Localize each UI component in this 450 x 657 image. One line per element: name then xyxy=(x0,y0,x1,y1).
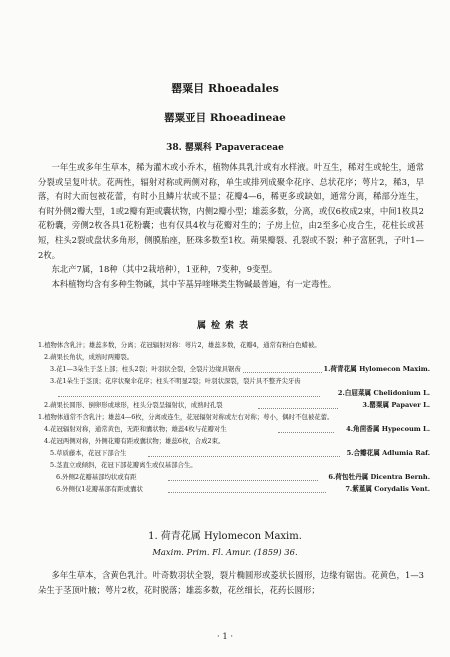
key-result-genus: 5.合瓣花属 Adlumia Raf. xyxy=(346,449,430,457)
key-result xyxy=(336,388,430,399)
key-result-genus: 3.罂粟属 Papaver L. xyxy=(362,401,430,409)
key-result-genus: 1.荷青花属 Hylomecon Maxim. xyxy=(323,365,430,373)
family-heading: 38. 罂粟科 Papaveraceae xyxy=(166,143,284,153)
key-row xyxy=(38,424,430,435)
key-row xyxy=(38,400,430,411)
key-row xyxy=(38,340,430,351)
key-result xyxy=(326,472,430,483)
key-lead-text: 3.花1—3朵生于茎上部；柱头2裂；叶羽状全裂，全裂片边缘具锯齿 xyxy=(50,365,241,373)
key-result-genus: 7.紫堇属 Corydalis Vent. xyxy=(345,485,430,493)
family-chemistry-paragraph: 本科植物均含有多种生物碱，其中苄基异喹啉类生物碱最普遍，有一定毒性。 xyxy=(51,278,337,289)
key-row xyxy=(38,364,430,375)
family-distribution-paragraph: 东北产7属，18种（其中2栽培种），1亚种，7变种，9变型。 xyxy=(51,264,278,275)
key-leader-dots xyxy=(258,397,338,409)
key-row xyxy=(38,448,430,459)
key-row xyxy=(38,484,430,495)
family-description xyxy=(38,160,424,291)
key-lead-text: 5.茎直立或倾斜，花冠下部花瓣离生或仅基部合生。 xyxy=(50,461,197,469)
key-lead-text: 6.外侧2花瓣基部均状或有距 xyxy=(56,473,137,481)
key-lead-text: 6.外侧仅1花瓣基部有距或囊状 xyxy=(56,485,143,493)
key-lead-text: 2.蒴果长角状，成熟时两瓣裂。 xyxy=(44,353,134,361)
key-lead-text: 4.花冠两侧对称，外侧花瓣有距或囊状物；雄蕊6枚，合成2束。 xyxy=(44,437,225,445)
genus-heading: 1. 荷青花属 Hylomecon Maxim. xyxy=(148,531,302,542)
key-row xyxy=(38,388,430,399)
genus-description xyxy=(38,568,424,597)
suborder-heading: 罂粟亚目 Rhoeadineae xyxy=(164,112,286,124)
key-row xyxy=(38,352,430,363)
key-result xyxy=(345,448,430,459)
genus-citation: Maxim. Prim. Fl. Amur. (1859) 36. xyxy=(152,547,298,557)
key-leader-dots xyxy=(168,481,326,493)
key-row xyxy=(38,376,430,387)
key-lead-text: 3.花1朵生于茎顶；花序状聚伞花序；柱头不明显2裂；叶羽状深裂，裂片具不整齐尖牙齿 xyxy=(50,377,301,385)
key-result-genus: 6.荷包牡丹属 Dicentra Bernh. xyxy=(328,473,430,481)
key-result xyxy=(360,400,430,411)
key-result-genus: 4.角茴香属 Hypecoum L. xyxy=(346,425,430,433)
order-heading: 罂粟目 Rhoeadales xyxy=(171,82,279,95)
key-lead-text: 4.花冠辐射对称，通常黄色，无距和囊状物；雄蕊4枚与花瓣对生 xyxy=(44,425,227,433)
key-lead-text: 1.植物体含乳汁；雄蕊多数，分离；花冠辐射对称：萼片2，雄蕊多数，花瓣4，通常有粉白色蜡被。 xyxy=(38,341,321,349)
key-lead-text: 1.植物体通常不含乳汁；雄蕊4—6枚，分离或连生，花冠辐射对称或左右对称；萼小，偶时不包被花蕾。 xyxy=(38,413,334,421)
family-description-paragraph: 一年生或多年生草本，稀为灌木或小乔木，植物体具乳汁或有水样液。叶互生，稀对生或轮生，通常分裂或呈复叶状。花两性，辐射对称或两侧对称，单生或排列成聚伞花序、总状花序；萼片2，稀3，早落，有时大而包被花蕾，有时小且鳞片状或不显；花瓣4—6，稀更多或缺如，通常分离，稀部分连生，有时外侧2瓣大型，1或2瓣有距或囊状物，内侧2瓣小型；雄蕊多数，分离，或仅6枚成2束，中间1枚具2花粉囊，旁侧2枚各具1花粉囊；也有仅具4枚与花瓣对生的；子房上位，由2至多心皮合生，花柱长或甚短，柱头2裂或盘状多角形，侧膜胎座，胚珠多数至1枚。蒴果瓣裂、孔裂或不裂；种子富胚乳，子叶1—2枚。 xyxy=(38,162,424,260)
page-number: · 1 · xyxy=(217,631,233,641)
key-lead-text: 5.草质藤本，花冠下部合生 xyxy=(50,449,127,457)
key-heading: 属检索表 xyxy=(196,321,253,331)
key-result xyxy=(322,364,430,375)
key-result xyxy=(343,484,430,495)
key-leader-dots xyxy=(238,361,330,373)
key-lead-text: 2.蒴果长圆形、倒卵形或球形，柱头分裂呈辐射状，成熟时孔裂 xyxy=(44,401,223,409)
key-result xyxy=(344,424,430,435)
genus-description-paragraph: 多年生草本，含黄色乳汁。叶奇数羽状全裂，裂片椭圆形或菱状长圆形，边缘有锯齿。花黄色，1—3朵生于茎顶叶腋；萼片2枚，花时脱落；雄蕊多数，花丝细长，花药长圆形； xyxy=(38,570,424,595)
key-row xyxy=(38,412,430,423)
key-result-genus: 2.白屈菜属 Chelidonium L. xyxy=(337,389,430,397)
